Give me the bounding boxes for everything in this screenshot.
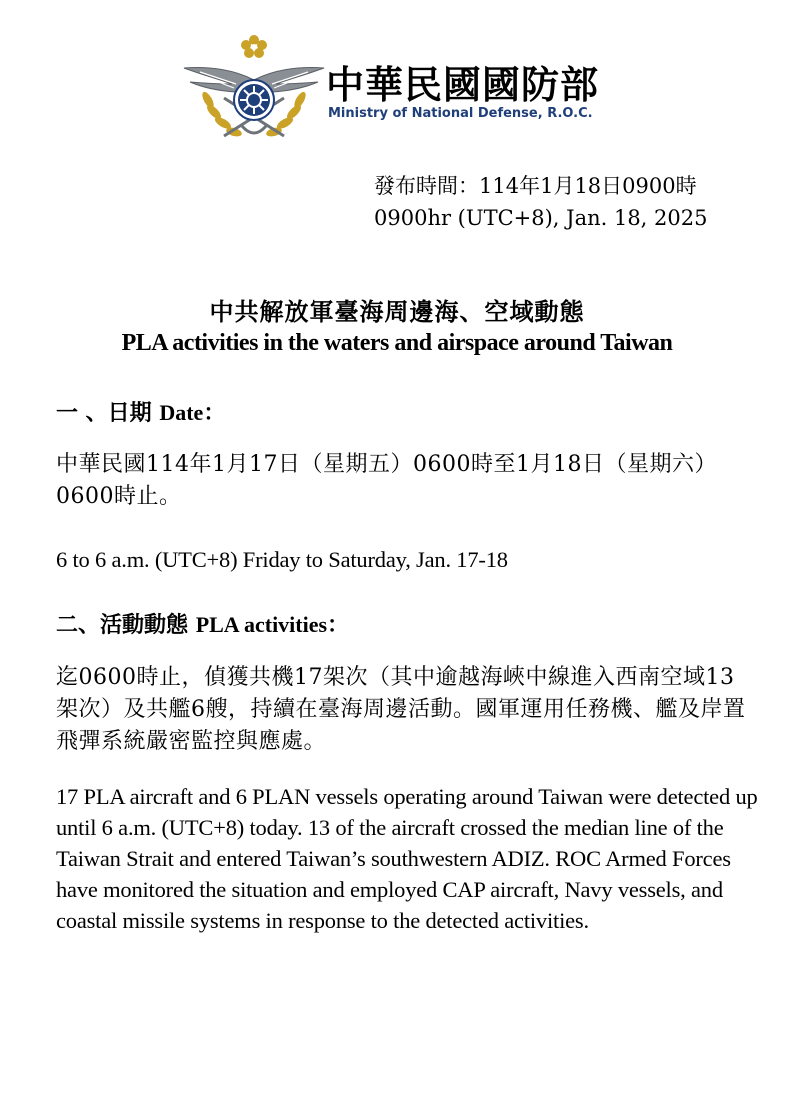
release-time-zh: 發布時間：114年1月18日0900時 <box>374 174 697 198</box>
section-date-body-en: 6 to 6 a.m. (UTC+8) Friday to Saturday, Jan. 17-18 <box>56 547 508 572</box>
section-date-heading-en: Date： <box>159 400 226 425</box>
section-date-heading-zh: 一 、日期 <box>56 400 152 426</box>
section-activities-body-zh: 迄0600時止，偵獲共機17架次（其中逾越海峽中線進入西南空域13架次）及共艦6艘，持續在臺海周邊活動。國軍運用任務機、艦及岸置飛彈系統嚴密監控與應處。 <box>56 665 746 754</box>
section-date-body-zh: 中華民國114年1月17日（星期五）0600時至1月18日（星期六）0600時止。 <box>56 452 717 509</box>
release-time <box>374 170 707 234</box>
section-activities-body-en: 17 PLA aircraft and 6 PLAN vessels operating around Taiwan were detected up until 6 a.m. (UTC+8) today. 13 of the aircraft crossed the median line of the Taiwan Strait and entered Taiwan’s southwestern ADIZ. ROC Armed Forces have monitored the situation and employed CAP aircraft, Navy vessels, and coastal missile systems in response to the detected activities. <box>56 784 758 933</box>
page-title-en: PLA activities in the waters and airspace around Taiwan <box>121 330 673 356</box>
section-activities-heading-en: PLA activities： <box>195 612 350 637</box>
release-time-en: 0900hr (UTC+8), Jan. 18, 2025 <box>374 206 708 230</box>
org-name-en: Ministry of National Defense, R.O.C. <box>328 106 593 121</box>
page-title-zh: 中共解放軍臺海周邊海、空域動態 <box>209 297 585 326</box>
org-name-zh: 中華民國國防部 <box>326 63 600 107</box>
section-activities-heading-zh: 二、活動動態 <box>56 612 189 638</box>
section-activities-heading <box>56 608 349 639</box>
section-date-heading <box>56 396 225 427</box>
mnd-emblem-icon <box>180 28 328 146</box>
